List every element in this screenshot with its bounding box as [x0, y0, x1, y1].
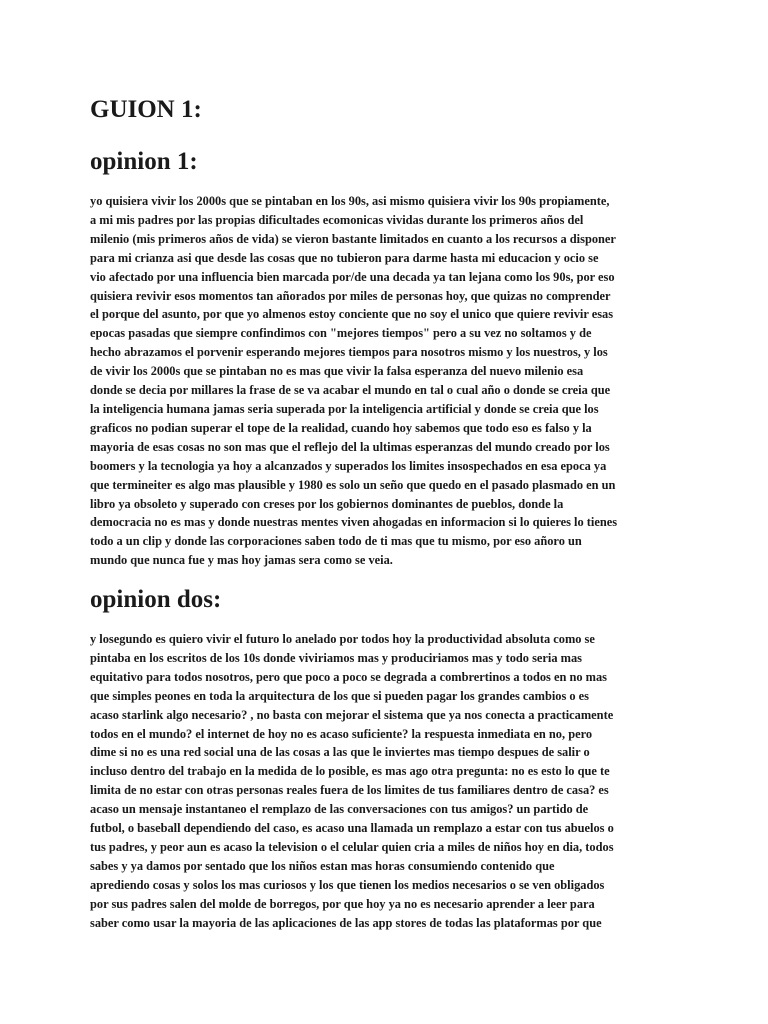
- opinion-dos-text-line: dime si no es una red social una de las cosas a las que le inviertes mas tiempo despues de salir o: [90, 745, 590, 760]
- section-heading-opinion-dos: opinion dos:: [90, 586, 222, 613]
- opinion-1-text-line: mayoria de esas cosas no son mas que el reflejo del la ultimas esperanzas del mundo creado por los: [90, 439, 610, 454]
- opinion-1-text-line: a mi mis padres por las propias dificultades ecomonicas vividas durante los primeros años del: [90, 212, 584, 227]
- opinion-1-text-line: graficos no podian superar el tope de la realidad, cuando hoy sabemos que todo eso es falso y la: [90, 420, 592, 435]
- opinion-1-text-line: yo quisiera vivir los 2000s que se pintaban en los 90s, asi mismo quisiera vivir los 90s propiamente,: [90, 194, 610, 208]
- opinion-1-text-line: hecho abrazamos el porvenir esperando mejores tiempos para nosotros mismo y los nuestros, y los: [90, 345, 608, 360]
- opinion-1-text-line: boomers y la tecnologia ya hoy a alcanzados y superados los limites insospechados en esa epoca ya: [90, 458, 607, 473]
- opinion-dos-text-line: pintaba en los escritos de los 10s donde viviriamos mas y produciriamos mas y todo seria mas: [90, 650, 582, 665]
- opinion-dos-text-line: saber como usar la mayoria de las aplicaciones de las app stores de todas las plataformas por que: [90, 915, 602, 930]
- opinion-1-text-line: milenio (mis primeros años de vida) se vieron bastante limitados en cuanto a los recursos a disponer: [90, 231, 616, 246]
- opinion-dos-text-line: acaso starlink algo necesario? , no basta con mejorar el sistema que ya nos conecta a practicamente: [90, 707, 614, 722]
- opinion-dos-text-line: aprediendo cosas y solos los mas curiosos y los que tienen los medios necesarios o se ven obligados: [90, 877, 605, 892]
- opinion-dos-text-line: que simples peones en toda la arquitectura de los que si pueden pagar los grandes cambios o es: [90, 688, 590, 703]
- opinion-1-text-line: todo a un clip y donde las corporaciones saben todo de ti mas que tu mismo, por eso añoro un: [90, 534, 582, 549]
- opinion-1-text-line: vio afectado por una influencia bien marcada por/de una decada ya tan lejana como los 90s, por eso: [90, 269, 615, 284]
- opinion-1-text-line: quisiera revivir esos momentos tan añorados por miles de personas hoy, que quizas no comprender: [90, 288, 611, 303]
- opinion-1-text-line: la inteligencia humana jamas seria superada por la inteligencia artificial y donde se creia que los: [90, 401, 599, 416]
- opinion-dos-text-line: acaso un mensaje instantaneo el remplazo de las conversaciones con tus amigos? un partido de: [90, 802, 589, 817]
- opinion-1-paragraph: [90, 192, 680, 570]
- opinion-dos-text-line: sabes y ya damos por sentado que los niños estan mas horas consumiendo contenido que: [90, 858, 555, 873]
- opinion-1-text-line: libro ya obsoleto y superado con creses por los gobiernos dominantes de pueblos, donde la: [90, 496, 564, 511]
- section-heading-opinion-1: opinion 1:: [90, 148, 198, 175]
- opinion-1-text-line: epocas pasadas que siempre confindimos con "mejores tiempos" pero a su vez no soltamos y de: [90, 326, 592, 341]
- opinion-dos-text-line: y losegundo es quiero vivir el futuro lo anelado por todos hoy la productividad absoluta como se: [90, 632, 595, 646]
- document-title: GUION 1:: [90, 96, 202, 123]
- opinion-dos-text-line: equitativo para todos nosotros, pero que poco a poco se degrada a combrertinos a todos en no mas: [90, 669, 607, 684]
- opinion-1-text-line: que termineiter es algo mas plausible y 1980 es solo un seño que quedo en el pasado plasmado en un: [90, 477, 616, 492]
- opinion-dos-paragraph: [90, 630, 680, 933]
- opinion-1-text-line: de vivir los 2000s que se pintaban no es mas que vivir la falsa esperanza del nuevo milenio esa: [90, 364, 584, 379]
- opinion-dos-text-line: limita de no estar con otras personas reales fuera de los limites de tus familiares dentro de casa? es: [90, 783, 609, 798]
- opinion-dos-text-line: tus padres, y peor aun es acaso la television o el celular quien cria a miles de niños hoy en dia, todos: [90, 839, 614, 854]
- opinion-1-text-line: democracia no es mas y donde nuestras mentes viven ahogadas en informacion si lo quieres lo tienes: [90, 515, 618, 530]
- opinion-dos-text-line: por sus padres salen del molde de borregos, por que hoy ya no es necesario aprender a leer para: [90, 896, 595, 911]
- opinion-1-text-line: mundo que nunca fue y mas hoy jamas sera como se veia.: [90, 553, 393, 568]
- opinion-1-text-line: para mi crianza asi que desde las cosas que no tubieron para darme hasta mi educacion y ocio se: [90, 250, 599, 265]
- opinion-dos-text-line: todos en el mundo? el internet de hoy no es acaso suficiente? la respuesta inmediata en no, pero: [90, 726, 593, 741]
- opinion-dos-text-line: futbol, o baseball dependiendo del caso, es acaso una llamada un remplazo a estar con tus abuelos o: [90, 821, 614, 836]
- opinion-dos-text-line: incluso dentro del trabajo en la medida de lo posible, es mas ago otra pregunta: no es esto lo que te: [90, 764, 610, 779]
- opinion-1-text-line: donde se decia por millares la frase de se va acabar el mundo en tal o cual año o donde se creia que: [90, 383, 611, 398]
- opinion-1-text-line: el porque del asunto, por que yo almenos estoy conciente que no soy el unico que quiere revivir esas: [90, 307, 614, 322]
